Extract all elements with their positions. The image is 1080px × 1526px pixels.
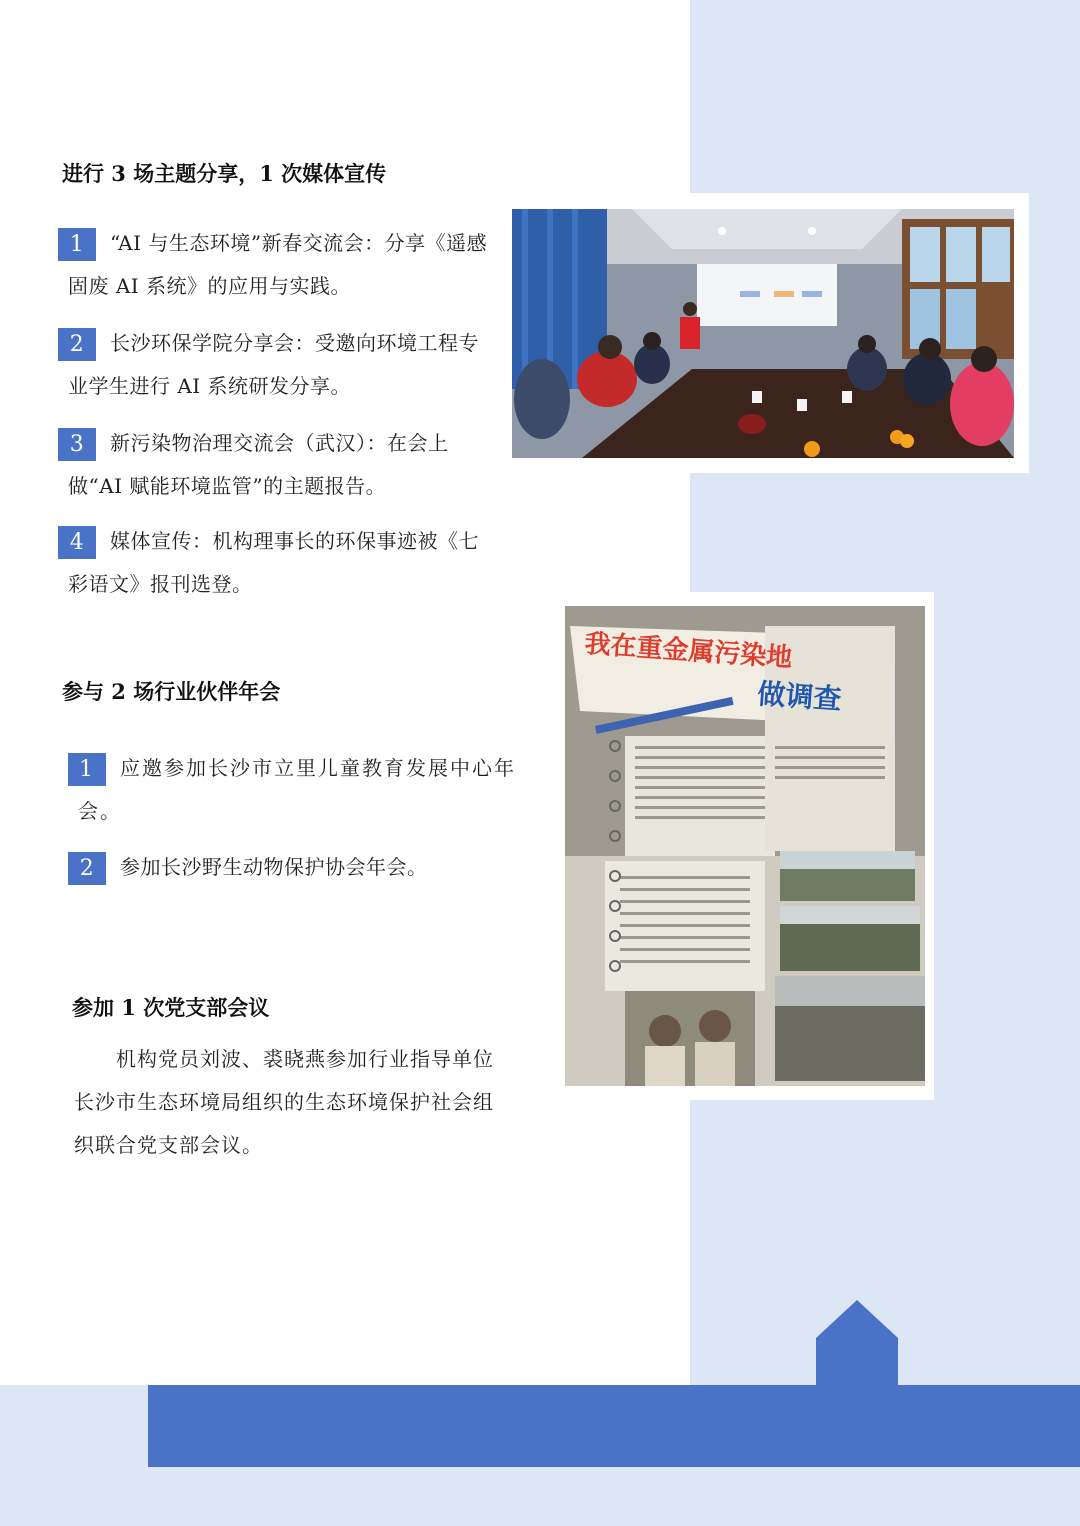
list-item-text: 长沙环保学院分享会：受邀向环境工程专业学生进行 AI 系统研发分享。 [68,331,479,398]
number-badge: 3 [58,428,96,461]
number-badge: 2 [68,852,106,885]
number-badge: 2 [58,328,96,361]
list-item [68,520,488,606]
list-item-text: “AI 与生态环境”新春交流会：分享《遥感固废 AI 系统》的应用与实践。 [68,231,488,298]
list-item [68,222,488,308]
number-badge: 4 [58,526,96,559]
magazine-headline-line1: 我在重金属污染地 [583,629,794,674]
house-shape-decoration [816,1300,898,1390]
section-title-party-meeting: 参加 1 次党支部会议 [72,995,270,1020]
number-badge: 1 [68,753,106,786]
list-item-text: 媒体宣传：机构理事长的环保事迹被《七彩语文》报刊选登。 [68,529,479,596]
number-badge: 1 [58,228,96,261]
list-item [78,846,518,889]
bottom-accent-band [148,1385,1080,1467]
list-item-text: 参加长沙野生动物保护协会年会。 [120,855,428,879]
magazine-photo [565,606,925,1086]
party-meeting-paragraph: 机构党员刘波、裘晓燕参加行业指导单位长沙市生态环境局组织的生态环境保护社会组织联合党支部会议。 [74,1047,494,1157]
list-item [78,747,518,833]
list-item-text: 新污染物治理交流会（武汉）：在会上做“AI 赋能环境监管”的主题报告。 [68,431,449,498]
section-title-sharing: 进行 3 场主题分享，1 次媒体宣传 [62,161,387,186]
meeting-photo [512,209,1014,458]
list-item-text: 应邀参加长沙市立里儿童教育发展中心年会。 [78,756,516,823]
list-item [68,422,488,508]
section-title-annual-meetings: 参与 2 场行业伙伴年会 [62,679,281,704]
magazine-headline-line2: 做调查 [756,677,843,716]
list-item [68,322,488,408]
